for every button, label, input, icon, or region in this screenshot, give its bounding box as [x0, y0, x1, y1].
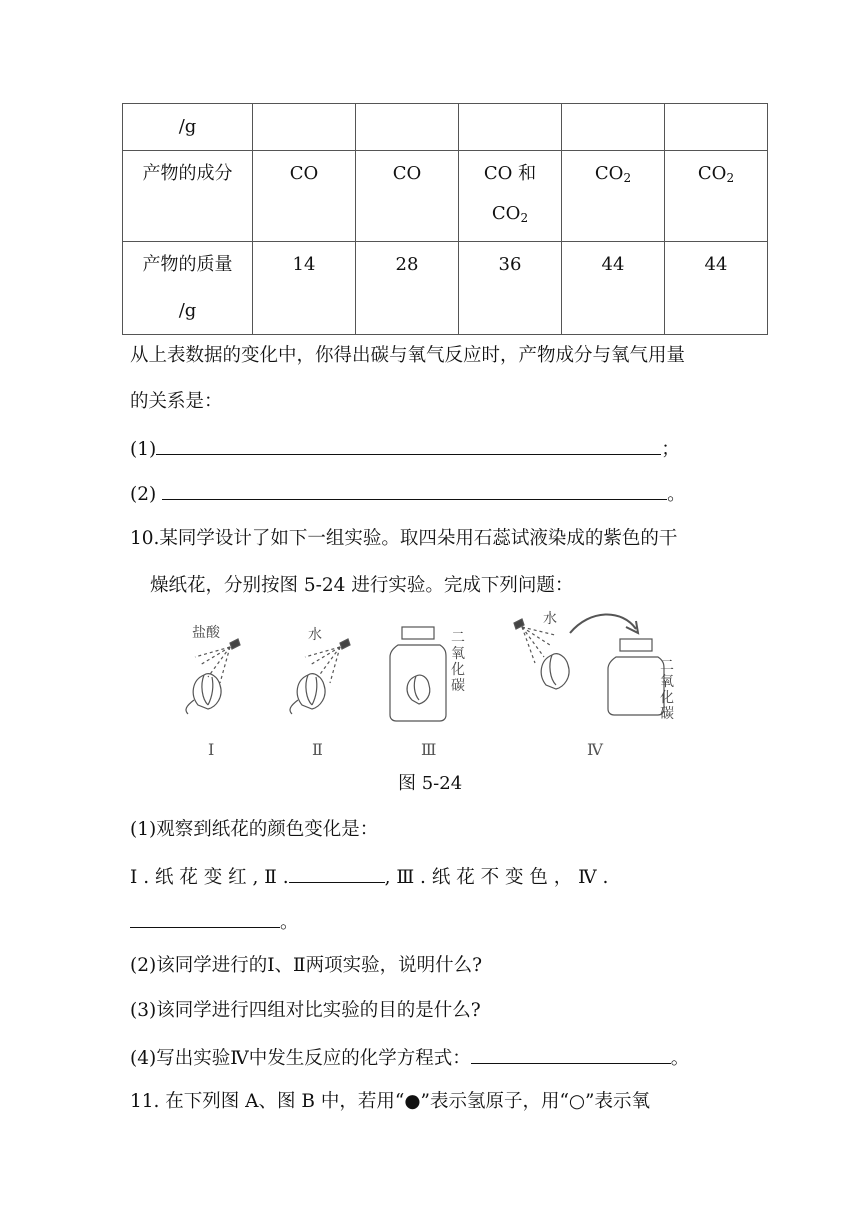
answer-line-2 — [130, 481, 686, 507]
figure-label-1: Ⅰ — [208, 740, 215, 759]
q-suffix: 。 — [670, 1048, 690, 1069]
gas-jar-icon — [608, 639, 664, 715]
q-suffix: 。 — [667, 484, 686, 505]
paper-flower-icon — [541, 654, 569, 689]
table-cell — [562, 104, 665, 151]
cell-text: $CO_2$ — [697, 163, 735, 185]
cell-text: CO — [289, 163, 319, 184]
sub-question-1-line — [130, 864, 608, 890]
label-co2: 二氧化碳 — [660, 658, 674, 722]
sub-question-2: (2)该同学进行的Ⅰ、Ⅱ两项实验，说明什么? — [130, 955, 483, 976]
sub-question-4 — [130, 1045, 689, 1071]
table-row — [123, 151, 768, 242]
cell-text: 28 — [395, 254, 419, 275]
paragraph-line: 从上表数据的变化中，你得出碳与氧气反应时，产物成分与氧气用量 — [130, 345, 686, 366]
arrow-icon — [570, 614, 638, 633]
row-label — [123, 242, 253, 335]
answer-line-1 — [130, 436, 680, 462]
q-text: , Ⅲ . 纸 花 不 变 色 ， Ⅳ . — [384, 867, 609, 888]
sub-question-3: (3)该同学进行四组对比实验的目的是什么? — [130, 1000, 481, 1021]
table-cell — [459, 104, 562, 151]
question-10: 10.某同学设计了如下一组实验。取四朵用石蕊试液染成的紫色的干 — [130, 528, 678, 549]
table-cell — [253, 242, 356, 335]
row-label-line: /g — [178, 300, 197, 321]
cell-text: 36 — [498, 254, 522, 275]
q-suffix: 。 — [280, 912, 299, 933]
paper-flower-icon — [186, 674, 221, 714]
answer-blank[interactable] — [162, 481, 667, 500]
figure-caption: 图 5-24 — [398, 773, 463, 794]
table-row — [123, 242, 768, 335]
cell-text: 44 — [704, 254, 728, 275]
answer-blank[interactable] — [156, 436, 661, 455]
row-label — [123, 104, 253, 151]
figure-label-4: Ⅳ — [587, 740, 603, 759]
q-text: (4)写出实验Ⅳ中发生反应的化学方程式： — [130, 1048, 471, 1069]
cell-text: 44 — [601, 254, 625, 275]
cell-text: $CO_2$ — [491, 203, 529, 225]
table-row — [123, 104, 768, 151]
table-cell — [356, 104, 459, 151]
label-hcl: 盐酸 — [192, 625, 220, 641]
cell-text: CO — [392, 163, 422, 184]
table-cell — [459, 151, 562, 242]
table-cell — [459, 242, 562, 335]
figure-label-2: Ⅱ — [312, 740, 323, 759]
table-cell — [253, 104, 356, 151]
answer-blank[interactable] — [130, 909, 280, 928]
paper-flower-icon — [290, 674, 325, 714]
table-cell — [665, 104, 768, 151]
label-water: 水 — [543, 611, 557, 627]
row-label-line: 产物的质量 — [142, 254, 233, 275]
q-text: Ⅰ . 纸 花 变 红 , Ⅱ . — [130, 867, 289, 888]
sub-question-1-cont — [130, 909, 299, 935]
row-label-line: /g — [178, 116, 197, 137]
figure-label-3: Ⅲ — [421, 740, 437, 759]
sub-question-1: (1)观察到纸花的颜色变化是： — [130, 819, 379, 840]
q-number: (2) — [130, 484, 163, 505]
cell-text: 14 — [292, 254, 316, 275]
cell-text: CO 和 — [483, 163, 537, 184]
table-cell — [562, 242, 665, 335]
table-cell — [253, 151, 356, 242]
label-water: 水 — [308, 627, 322, 643]
answer-blank[interactable] — [471, 1045, 671, 1064]
data-table — [122, 103, 768, 335]
table-cell — [356, 242, 459, 335]
q-suffix: ； — [661, 439, 680, 460]
row-label-line: 产物的成分 — [142, 163, 233, 184]
table-cell — [562, 151, 665, 242]
question-11: 11. 在下列图 A、图 B 中，若用“●”表示氢原子，用“○”表示氧 — [130, 1091, 651, 1112]
label-co2: 二氧化碳 — [451, 630, 465, 694]
gas-jar-icon — [390, 627, 446, 721]
answer-blank[interactable] — [289, 864, 385, 883]
q-number: (1) — [130, 439, 157, 460]
row-label — [123, 151, 253, 242]
sprayer-icon — [305, 639, 350, 683]
cell-text: $CO_2$ — [594, 163, 632, 185]
table-cell — [665, 242, 768, 335]
table-cell — [356, 151, 459, 242]
question-10-cont: 燥纸花，分别按图 5-24 进行实验。完成下列问题： — [150, 575, 574, 596]
paragraph-line: 的关系是： — [130, 391, 223, 412]
table-cell — [665, 151, 768, 242]
